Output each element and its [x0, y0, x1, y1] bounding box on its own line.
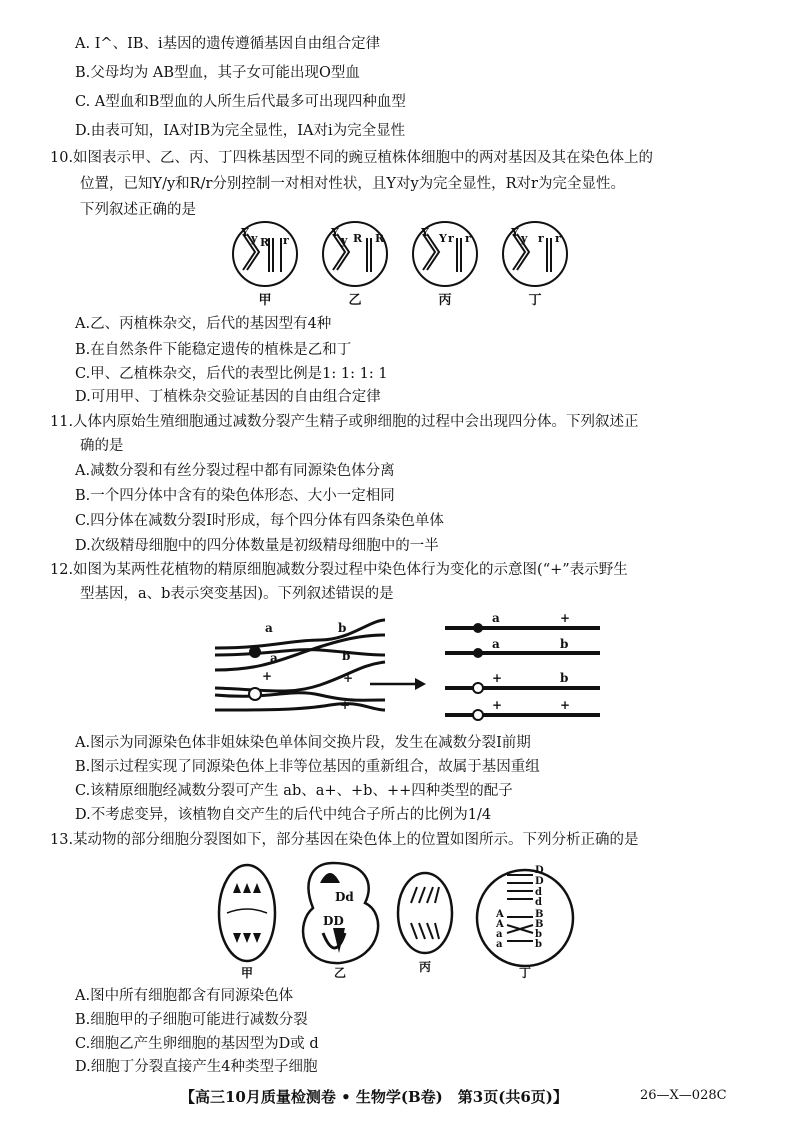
q9-option-a: A. I^、IB、i基因的遗传遵循基因自由组合定律 — [75, 36, 381, 52]
q10-ding-gene-4: r — [555, 232, 561, 245]
q12-row4-right: + — [560, 698, 571, 712]
q12-option-d: D.不考虑变异，该植物自交产生的后代中纯合子所占的比例为1/4 — [75, 807, 492, 823]
q9-option-c: C. A型血和B型血的人所生后代最多可出现四种血型 — [75, 94, 406, 110]
q12-left-label-5: + — [262, 669, 273, 683]
q12-centromere-dark — [249, 646, 261, 658]
q10-jia-gene-4: r — [283, 234, 289, 247]
q11-option-d: D.次级精母细胞中的四分体数量是初级精母细胞中的一半 — [75, 538, 439, 554]
q10-ding-gene-1: Y — [511, 226, 519, 239]
q10-yi-gene-1: Y — [331, 226, 339, 239]
q10-bing-gene-2: Y — [439, 232, 447, 245]
q10-ding-gene-2: y — [521, 232, 528, 245]
q13-figure — [215, 853, 575, 983]
q10-figure — [225, 212, 585, 312]
q12-stem-2: 型基因，a、b表示突变基因)。下列叙述错误的是 — [80, 586, 394, 602]
q12-left-label-6: + — [343, 671, 354, 685]
q11-stem-2: 确的是 — [80, 438, 124, 454]
q12-row4-left: + — [492, 698, 503, 712]
q13-stem-1: 13.某动物的部分细胞分裂图如下，部分基因在染色体上的位置如图所示。下列分析正确的是 — [50, 832, 639, 848]
q12-row2-left: a — [492, 637, 500, 651]
q12-left-label-1: a — [265, 621, 273, 635]
q11-stem-1: 11.人体内原始生殖细胞通过减数分裂产生精子或卵细胞的过程中会出现四分体。下列叙述正 — [50, 414, 639, 430]
q13-ding-gene-11: a — [496, 939, 503, 950]
q13-option-a: A.图中所有细胞都含有同源染色体 — [75, 988, 294, 1004]
q10-yi-gene-3: R — [353, 232, 363, 245]
q13-yi-gene-2: DD — [323, 914, 344, 928]
q13-label-ding: 丁 — [518, 966, 532, 980]
q12-figure — [210, 610, 600, 725]
q10-stem-2: 位置，已知Y/y和R/r分别控制一对相对性状，且Y对y为完全显性，R对r为完全显性。 — [80, 176, 625, 192]
q10-cell-yi — [323, 222, 387, 286]
q12-row3-right: b — [560, 671, 569, 685]
q10-option-b: B.在自然条件下能稳定遗传的植株是乙和丁 — [75, 342, 352, 358]
q10-jia-gene-1: Y — [241, 226, 249, 239]
q13-option-b: B.细胞甲的子细胞可能进行减数分裂 — [75, 1012, 308, 1028]
q11-option-a: A.减数分裂和有丝分裂过程中都有同源染色体分离 — [75, 463, 395, 479]
q12-row1-right: + — [560, 611, 571, 625]
q12-centromere-light — [249, 688, 261, 700]
q10-cell-ding — [503, 222, 567, 286]
q13-ding-gene-4: d — [535, 897, 542, 908]
q10-ding-gene-3: r — [538, 232, 544, 245]
q9-option-d: D.由表可知，IA对IB为完全显性，IA对i为完全显性 — [75, 123, 406, 139]
q13-label-yi: 乙 — [333, 966, 347, 980]
q12-option-a: A.图示为同源染色体非姐妹染色单体间交换片段，发生在减数分裂Ⅰ前期 — [75, 735, 531, 751]
q13-cell-yi — [303, 863, 378, 963]
q10-bing-gene-3: r — [448, 232, 454, 245]
q12-left-label-2: b — [338, 621, 347, 635]
q10-option-c: C.甲、乙植株杂交，后代的表型比例是1: 1: 1: 1 — [75, 366, 388, 382]
q12-option-c: C.该精原细胞经减数分裂可产生 ab、a+、+b、++四种类型的配子 — [75, 783, 513, 799]
q13-label-jia: 甲 — [240, 966, 254, 980]
q13-ding-gene-5: A — [496, 909, 504, 920]
q10-option-d: D.可用甲、丁植株杂交验证基因的自由组合定律 — [75, 389, 381, 405]
q13-option-c: C.细胞乙产生卵细胞的基因型为D或 d — [75, 1036, 319, 1052]
q12-row2-right: b — [560, 637, 569, 651]
q13-cell-ding — [477, 865, 573, 966]
q10-cell-bing — [413, 222, 477, 286]
q9-option-b: B.父母均为 AB型血，其子女可能出现O型血 — [75, 65, 360, 81]
q13-ding-gene-9: a — [496, 929, 503, 940]
q13-ding-gene-1: D — [535, 865, 544, 876]
page-footer-code: 26—X—028C — [640, 1088, 727, 1103]
q10-label-yi: 乙 — [348, 293, 362, 308]
q12-left-label-7: + — [340, 698, 351, 712]
q10-jia-gene-2: y — [251, 232, 258, 245]
q10-jia-gene-3: R — [260, 236, 270, 249]
q10-bing-gene-1: Y — [421, 226, 429, 239]
q13-ding-gene-7: A — [496, 919, 504, 930]
q13-cell-bing — [398, 873, 452, 953]
q12-stem-1: 12.如图为某两性花植物的精原细胞减数分裂过程中染色体行为变化的示意图(“+”表示野生 — [50, 562, 628, 578]
q13-yi-gene-1: Dd — [335, 890, 354, 904]
q12-left-label-3: a — [270, 651, 278, 665]
q10-label-jia: 甲 — [258, 293, 272, 308]
q10-label-ding: 丁 — [528, 293, 542, 308]
q12-row1-left: a — [492, 611, 500, 625]
q13-ding-gene-3: d — [535, 887, 542, 898]
q13-ding-gene-8: B — [535, 919, 544, 930]
q10-bing-gene-4: r — [465, 232, 471, 245]
q11-option-b: B.一个四分体中含有的染色体形态、大小一定相同 — [75, 488, 395, 504]
q12-row3-left: + — [492, 671, 503, 685]
q13-ding-gene-2: D — [535, 876, 544, 887]
q10-yi-gene-2: y — [341, 234, 348, 247]
q13-label-bing: 丙 — [418, 960, 432, 974]
q10-yi-gene-4: R — [375, 232, 385, 245]
q10-cell-jia — [233, 222, 297, 286]
q11-option-c: C.四分体在减数分裂Ⅰ时形成，每个四分体有四条染色单体 — [75, 513, 444, 529]
q13-option-d: D.细胞丁分裂直接产生4种类型子细胞 — [75, 1059, 318, 1075]
q13-cell-jia — [219, 865, 275, 961]
q12-left-label-4: b — [342, 649, 351, 663]
page-footer-title: 【高三10月质量检测卷 • 生物学(B卷) 第3页(共6页)】 — [180, 1088, 568, 1106]
q13-ding-gene-12: b — [535, 939, 542, 950]
q13-ding-gene-10: b — [535, 929, 542, 940]
q10-stem-3: 下列叙述正确的是 — [80, 202, 196, 218]
q10-option-a: A.乙、丙植株杂交，后代的基因型有4种 — [75, 316, 332, 332]
q13-ding-gene-6: B — [535, 909, 544, 920]
q12-option-b: B.图示过程实现了同源染色体上非等位基因的重新组合，故属于基因重组 — [75, 759, 540, 775]
q10-stem-1: 10.如图表示甲、乙、丙、丁四株基因型不同的豌豆植株体细胞中的两对基因及其在染色体上的 — [50, 150, 654, 166]
q10-label-bing: 丙 — [438, 293, 452, 308]
